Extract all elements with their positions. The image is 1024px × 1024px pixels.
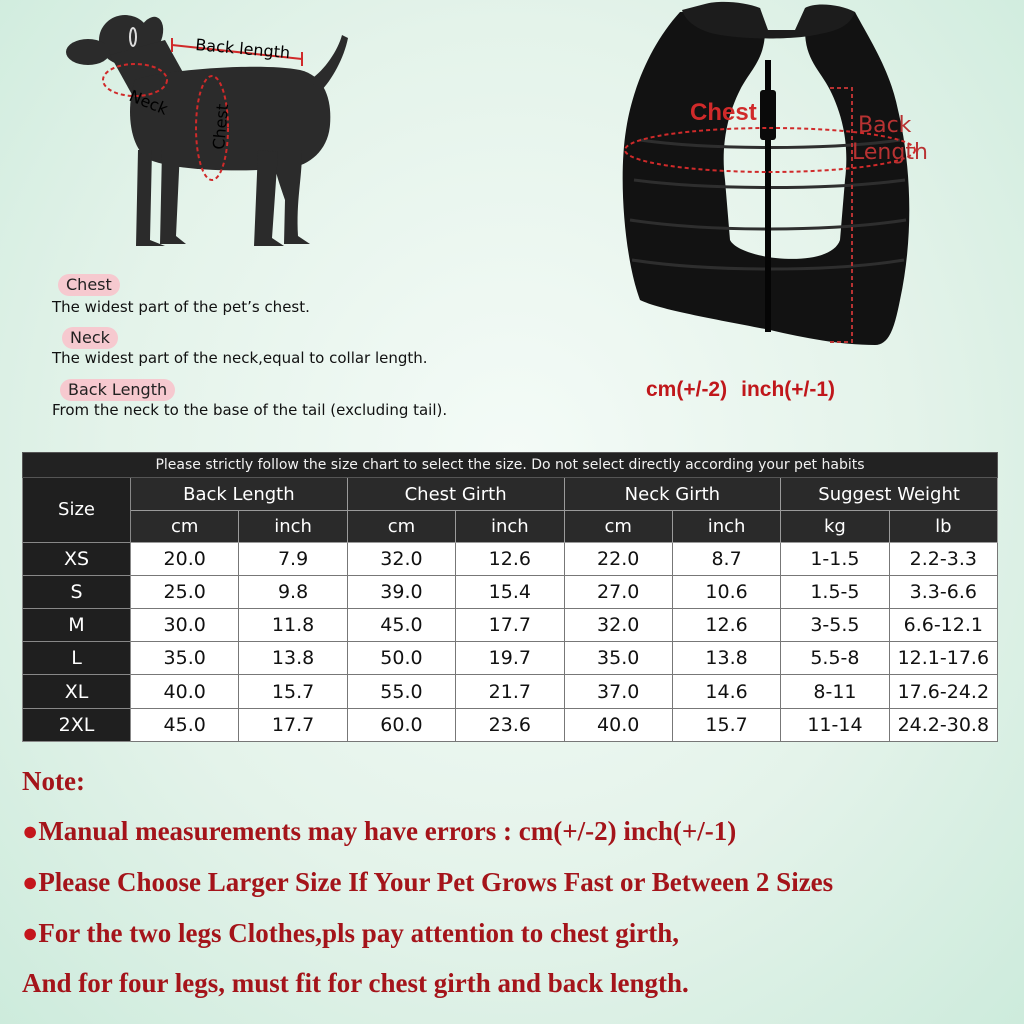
row-size-label: M bbox=[23, 609, 131, 642]
table-cell: 12.6 bbox=[672, 609, 780, 642]
note-item bbox=[22, 867, 833, 898]
table-cell: 37.0 bbox=[564, 675, 672, 708]
table-cell: 8-11 bbox=[781, 675, 889, 708]
table-cell: 40.0 bbox=[131, 675, 239, 708]
unit-header: lb bbox=[889, 511, 997, 542]
table-cell: 1.5-5 bbox=[781, 575, 889, 608]
dog-label-chest: Chest bbox=[209, 103, 232, 151]
header-size: Size bbox=[23, 478, 131, 542]
table-cell: 13.8 bbox=[239, 642, 347, 675]
unit-header: cm bbox=[347, 511, 455, 542]
table-cell: 8.7 bbox=[672, 542, 780, 575]
vest-measurement-illustration bbox=[600, 0, 940, 370]
row-size-label: 2XL bbox=[23, 708, 131, 741]
tolerance-inch: inch(+/-1) bbox=[741, 378, 836, 401]
note-item-text: Manual measurements may have errors : cm(+/-2) inch(+/-1) bbox=[38, 816, 737, 846]
header-back-length: Back Length bbox=[131, 478, 348, 511]
header-suggest-weight: Suggest Weight bbox=[781, 478, 998, 511]
vest-label-back: Back bbox=[858, 113, 912, 138]
table-cell: 14.6 bbox=[672, 675, 780, 708]
table-cell: 39.0 bbox=[347, 575, 455, 608]
table-cell: 50.0 bbox=[347, 642, 455, 675]
table-header-units bbox=[23, 511, 998, 542]
table-row bbox=[23, 575, 998, 608]
table-cell: 40.0 bbox=[564, 708, 672, 741]
table-body bbox=[23, 542, 998, 741]
note-item-text: For the two legs Clothes,pls pay attention to chest girth, bbox=[38, 918, 680, 948]
table-cell: 32.0 bbox=[564, 609, 672, 642]
table-cell: 17.6-24.2 bbox=[889, 675, 997, 708]
row-size-label: S bbox=[23, 575, 131, 608]
definition-term-chest: Chest bbox=[58, 274, 120, 296]
vest-label-length: Length bbox=[852, 140, 928, 165]
table-cell: 45.0 bbox=[131, 708, 239, 741]
table-cell: 19.7 bbox=[456, 642, 564, 675]
row-size-label: XL bbox=[23, 675, 131, 708]
table-cell: 3-5.5 bbox=[781, 609, 889, 642]
table-cell: 11-14 bbox=[781, 708, 889, 741]
table-notice: Please strictly follow the size chart to select the size. Do not select directly according your pet habits bbox=[23, 453, 998, 478]
table-cell: 35.0 bbox=[564, 642, 672, 675]
table-row bbox=[23, 642, 998, 675]
table-cell: 45.0 bbox=[347, 609, 455, 642]
definition-term-neck: Neck bbox=[62, 327, 118, 349]
definition-text-neck: The widest part of the neck,equal to collar length. bbox=[52, 349, 428, 367]
dog-measurement-illustration bbox=[40, 0, 370, 260]
table-cell: 30.0 bbox=[131, 609, 239, 642]
vest-label-chest: Chest bbox=[690, 99, 757, 126]
table-cell: 2.2-3.3 bbox=[889, 542, 997, 575]
bullet-icon: ● bbox=[22, 867, 39, 897]
table-cell: 11.8 bbox=[239, 609, 347, 642]
table-cell: 17.7 bbox=[239, 708, 347, 741]
definition-text-chest: The widest part of the pet’s chest. bbox=[52, 298, 310, 316]
header-chest-girth: Chest Girth bbox=[347, 478, 564, 511]
table-cell: 12.6 bbox=[456, 542, 564, 575]
vest-icon bbox=[623, 2, 910, 345]
table-cell: 13.8 bbox=[672, 642, 780, 675]
unit-header: cm bbox=[564, 511, 672, 542]
table-header-groups bbox=[23, 478, 998, 511]
table-cell: 15.7 bbox=[672, 708, 780, 741]
header-neck-girth: Neck Girth bbox=[564, 478, 781, 511]
table-cell: 24.2-30.8 bbox=[889, 708, 997, 741]
table-cell: 5.5-8 bbox=[781, 642, 889, 675]
table-cell: 17.7 bbox=[456, 609, 564, 642]
dog-label-back-length: Back length bbox=[194, 35, 291, 63]
definition-term-back-length: Back Length bbox=[60, 379, 175, 401]
bullet-icon: ● bbox=[22, 816, 39, 846]
table-row bbox=[23, 708, 998, 741]
table-cell: 35.0 bbox=[131, 642, 239, 675]
table-cell: 6.6-12.1 bbox=[889, 609, 997, 642]
unit-header: inch bbox=[456, 511, 564, 542]
table-row bbox=[23, 542, 998, 575]
unit-header: kg bbox=[781, 511, 889, 542]
table-cell: 60.0 bbox=[347, 708, 455, 741]
dog-label-neck: Neck bbox=[126, 86, 171, 119]
table-cell: 27.0 bbox=[564, 575, 672, 608]
table-notice-row bbox=[23, 453, 998, 478]
table-cell: 55.0 bbox=[347, 675, 455, 708]
table-cell: 1-1.5 bbox=[781, 542, 889, 575]
table-cell: 23.6 bbox=[456, 708, 564, 741]
note-item-text: Please Choose Larger Size If Your Pet Grows Fast or Between 2 Sizes bbox=[38, 867, 834, 897]
table-cell: 7.9 bbox=[239, 542, 347, 575]
row-size-label: XS bbox=[23, 542, 131, 575]
table-cell: 32.0 bbox=[347, 542, 455, 575]
size-chart-table bbox=[22, 452, 998, 742]
table-cell: 12.1-17.6 bbox=[889, 642, 997, 675]
unit-header: cm bbox=[131, 511, 239, 542]
measurement-tolerance bbox=[646, 378, 849, 402]
table-cell: 21.7 bbox=[456, 675, 564, 708]
table-cell: 15.7 bbox=[239, 675, 347, 708]
table-cell: 15.4 bbox=[456, 575, 564, 608]
table-cell: 10.6 bbox=[672, 575, 780, 608]
note-continuation: And for four legs, must fit for chest girth and back length. bbox=[22, 968, 689, 998]
table-cell: 20.0 bbox=[131, 542, 239, 575]
unit-header: inch bbox=[672, 511, 780, 542]
table-cell: 25.0 bbox=[131, 575, 239, 608]
table-row bbox=[23, 675, 998, 708]
row-size-label: L bbox=[23, 642, 131, 675]
note-item bbox=[22, 816, 736, 847]
table-cell: 9.8 bbox=[239, 575, 347, 608]
bullet-icon: ● bbox=[22, 918, 39, 948]
table-row bbox=[23, 609, 998, 642]
note-title: Note: bbox=[22, 766, 85, 796]
definition-text-back-length: From the neck to the base of the tail (excluding tail). bbox=[52, 401, 448, 419]
table-cell: 22.0 bbox=[564, 542, 672, 575]
table-cell: 3.3-6.6 bbox=[889, 575, 997, 608]
note-item bbox=[22, 918, 679, 949]
tolerance-cm: cm(+/-2) bbox=[646, 378, 728, 401]
unit-header: inch bbox=[239, 511, 347, 542]
